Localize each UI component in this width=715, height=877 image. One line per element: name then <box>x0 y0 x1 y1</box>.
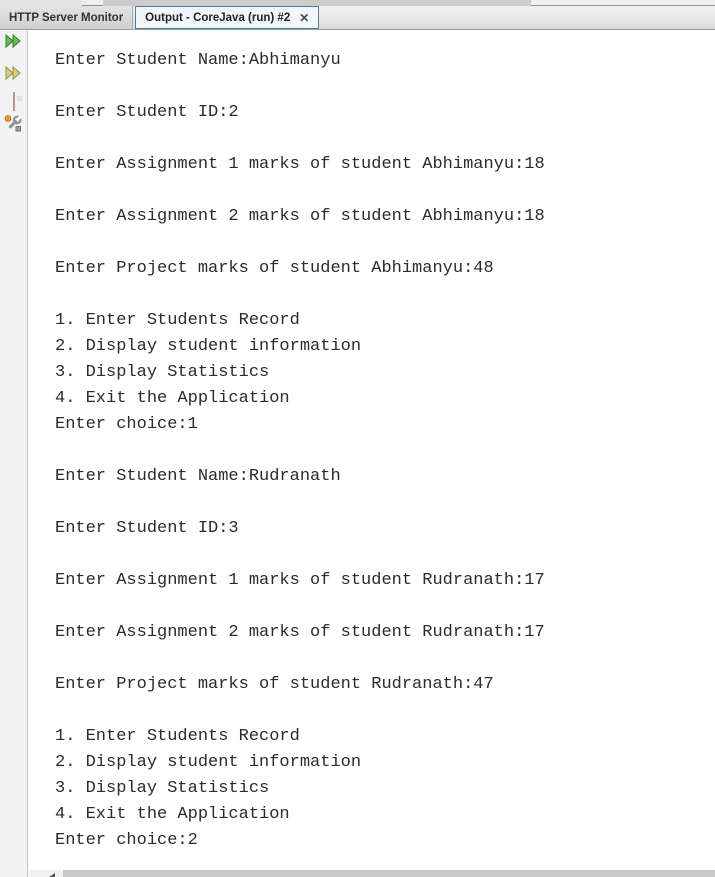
console-line: 1. Enter Students Record <box>55 727 300 746</box>
console-line <box>55 490 715 516</box>
console-line: 1. Enter Students Record <box>55 311 300 330</box>
editor-hscrollbar[interactable] <box>0 0 715 6</box>
stop-button[interactable] <box>13 93 15 111</box>
console-line <box>55 282 715 308</box>
editor-hscrollbar-segment <box>0 0 82 6</box>
console-line: Enter Project marks of student Abhimanyu:48 <box>55 259 494 278</box>
console-line: 3. Display Statistics <box>55 363 270 382</box>
console-line <box>55 698 715 724</box>
console-line: Enter choice:2 <box>55 831 198 850</box>
console-line: Enter Project marks of student Rudranath:47 <box>55 675 494 694</box>
scroll-left-arrow-icon <box>49 873 55 877</box>
console-line: 2. Display student information <box>55 753 362 772</box>
close-icon[interactable]: ✕ <box>299 10 310 25</box>
rerun-with-different-parameters-button[interactable] <box>5 65 22 86</box>
console-output-area <box>28 31 715 877</box>
output-hscrollbar-track[interactable] <box>63 870 715 877</box>
console-line <box>55 74 715 100</box>
output-hscrollbar[interactable] <box>29 870 715 877</box>
console-line: 4. Exit the Application <box>55 389 290 408</box>
console-line <box>55 126 715 152</box>
console-line: 2. Display student information <box>55 337 362 356</box>
console-line <box>55 594 715 620</box>
console-line: Enter Assignment 2 marks of student Abhimanyu:18 <box>55 207 545 226</box>
console-line: Enter choice:1 <box>55 415 198 434</box>
console-line <box>55 646 715 672</box>
console-line: 3. Display Statistics <box>55 779 270 798</box>
tab-output-corejava-run-2[interactable] <box>135 6 319 29</box>
console-line <box>55 230 715 256</box>
console-line <box>55 178 715 204</box>
stop-icon <box>13 92 15 111</box>
console-line: Enter Student ID:3 <box>55 519 239 538</box>
scroll-left-button[interactable] <box>29 870 63 877</box>
output-side-toolbar <box>0 31 28 877</box>
tab-http-server-monitor[interactable] <box>0 6 133 29</box>
console-line <box>55 542 715 568</box>
output-pane <box>0 31 715 877</box>
rerun-with-different-parameters-icon <box>5 65 22 81</box>
console-line <box>55 438 715 464</box>
editor-hscrollbar-thumb[interactable] <box>103 0 531 6</box>
console-line: Enter Assignment 1 marks of student Abhimanyu:18 <box>55 155 545 174</box>
console-text <box>28 31 715 854</box>
output-window-tabbar <box>0 6 715 30</box>
console-line: Enter Assignment 1 marks of student Rudranath:17 <box>55 571 545 590</box>
tab-label: HTTP Server Monitor <box>9 11 124 24</box>
console-line: Enter Student ID:2 <box>55 103 239 122</box>
console-line: Enter Student Name:Rudranath <box>55 467 341 486</box>
ant-settings-icon <box>4 114 23 133</box>
rerun-icon <box>5 33 22 49</box>
rerun-button[interactable] <box>5 33 22 54</box>
console-line: Enter Student Name:Abhimanyu <box>55 51 341 70</box>
console-line: Enter Assignment 2 marks of student Rudranath:17 <box>55 623 545 642</box>
tab-label: Output - CoreJava (run) #2 <box>145 11 291 24</box>
ant-settings-button[interactable] <box>4 114 23 138</box>
console-line: 4. Exit the Application <box>55 805 290 824</box>
